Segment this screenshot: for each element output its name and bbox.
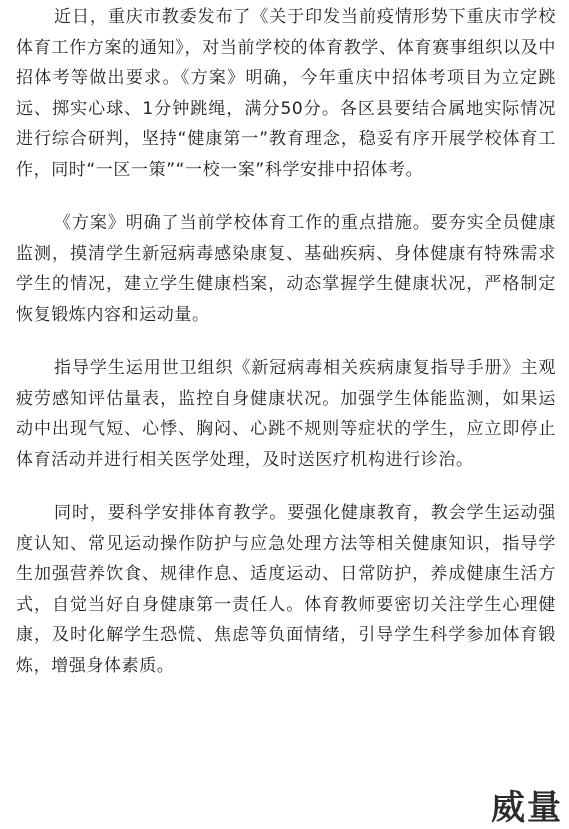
paragraph-2: 《方案》明确了当前学校体育工作的重点措施。要夯实全员健康监测，摸清学生新冠病毒感染康复、基础疾病、身体健康有特殊需求学生的情况，建立学生健康档案，动态掌握学生健康状况，严格制定恢复锻炼内容和运动量。 — [16, 213, 556, 325]
watermark-logo: 威量 — [491, 788, 563, 828]
paragraph-3: 指导学生运用世卫组织《新冠病毒相关疾病康复指导手册》主观疲劳感知评估量表，监控自身健康状况。加强学生体能监测，如果运动中出现气短、心悸、胸闷、心跳不规则等症状的学生，应立即停止体育活动并进行相关医学处理，及时送医疗机构进行诊治。 — [16, 358, 556, 470]
paragraph-4: 同时，要科学安排体育教学。要强化健康教育，教会学生运动强度认知、常见运动操作防护与应急处理方法等相关健康知识，指导学生加强营养饮食、规律作息、适度运动、日常防护，养成健康生活方式，自觉当好自身健康第一责任人。体育教师要密切关注学生心理健康，及时化解学生恐慌、焦虑等负面情绪，引导学生科学参加体育锻炼，增强身体素质。 — [16, 503, 556, 676]
article-body — [16, 2, 556, 681]
paragraph-1: 近日，重庆市教委发布了《关于印发当前疫情形势下重庆市学校体育工作方案的通知》，对当前学校的体育教学、体育赛事组织以及中招体考等做出要求。《方案》明确，今年重庆中招体考项目为立定跳远、掷实心球、1分钟跳绳，满分50分。各区县要结合属地实际情况进行综合研判，坚持“健康第一”教育理念，稳妥有序开展学校体育工作，同时“一区一策”“一校一案”科学安排中招体考。 — [16, 7, 556, 180]
